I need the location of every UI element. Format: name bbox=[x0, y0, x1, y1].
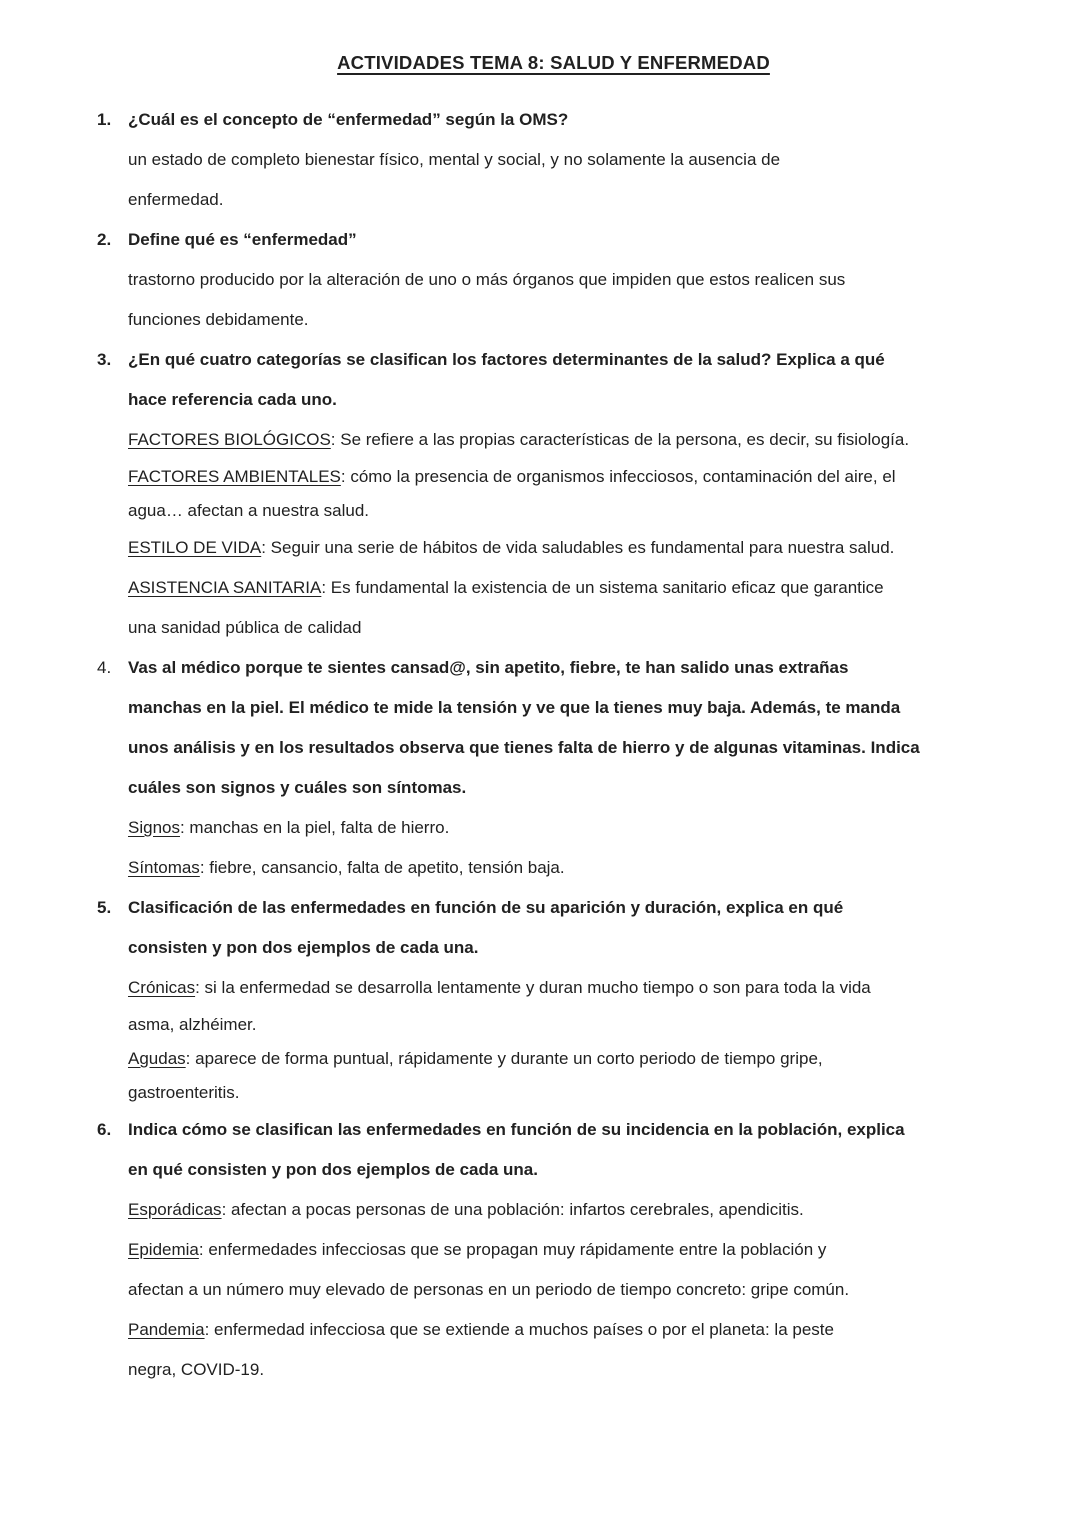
question-line: ¿Cuál es el concepto de “enfermedad” según la OMS? bbox=[128, 110, 569, 129]
question-line: hace referencia cada uno. bbox=[128, 390, 337, 409]
answer-line bbox=[128, 1042, 1010, 1076]
answer-line: trastorno producido por la alteración de uno o más órganos que impiden que estos realicen sus bbox=[128, 270, 846, 289]
question-line: manchas en la piel. El médico te mide la tensión y ve que la tienes muy baja. Además, te manda bbox=[128, 698, 901, 717]
answer-line bbox=[128, 528, 1010, 568]
answer-text: : manchas en la piel, falta de hierro. bbox=[179, 818, 450, 837]
answer-text: : afectan a pocas personas de una población: infartos cerebrales, apendicitis. bbox=[221, 1200, 804, 1219]
answer-line bbox=[128, 460, 1010, 494]
answer-term: ESTILO DE VIDA bbox=[128, 538, 262, 557]
question-line: cuáles son signos y cuáles son síntomas. bbox=[128, 778, 467, 797]
answer-line: afectan a un número muy elevado de personas en un periodo de tiempo concreto: gripe común. bbox=[128, 1280, 850, 1299]
answer-line bbox=[128, 1310, 1010, 1350]
answer-line: asma, alzhéimer. bbox=[128, 1015, 257, 1034]
question-item-5 bbox=[97, 888, 1010, 1110]
answer-term: FACTORES AMBIENTALES bbox=[128, 467, 341, 486]
answer-text: : Se refiere a las propias características de la persona, es decir, su fisiología. bbox=[330, 430, 910, 449]
question-number: 5. bbox=[97, 898, 112, 917]
answer-term: Síntomas bbox=[128, 858, 200, 877]
answer-line bbox=[128, 848, 1010, 888]
answer-line: funciones debidamente. bbox=[128, 310, 309, 329]
answer-text: : cómo la presencia de organismos infecciosos, contaminación del aire, el bbox=[340, 467, 896, 486]
question-line: Indica cómo se clasifican las enfermedades en función de su incidencia en la población, explica bbox=[128, 1120, 905, 1139]
answer-line bbox=[128, 968, 1010, 1008]
question-item-4 bbox=[97, 648, 1010, 888]
answer-text: : Seguir una serie de hábitos de vida saludables es fundamental para nuestra salud. bbox=[261, 538, 895, 557]
answer-line: un estado de completo bienestar físico, mental y social, y no solamente la ausencia de bbox=[128, 150, 781, 169]
question-item-3 bbox=[97, 340, 1010, 648]
question-line: consisten y pon dos ejemplos de cada una. bbox=[128, 938, 479, 957]
question-line: unos análisis y en los resultados observa que tienes falta de hierro y de algunas vitaminas. Indica bbox=[128, 738, 920, 757]
question-item-6 bbox=[97, 1110, 1010, 1390]
answer-term: Pandemia bbox=[128, 1320, 205, 1339]
answer-line: negra, COVID-19. bbox=[128, 1360, 265, 1379]
question-line: Define qué es “enfermedad” bbox=[128, 230, 357, 249]
answer-text: : si la enfermedad se desarrolla lentamente y duran mucho tiempo o son para toda la vida bbox=[195, 978, 871, 997]
question-item-2 bbox=[97, 220, 1010, 340]
answer-text: : enfermedades infecciosas que se propagan muy rápidamente entre la población y bbox=[198, 1240, 827, 1259]
document-title: ACTIVIDADES TEMA 8: SALUD Y ENFERMEDAD bbox=[337, 52, 770, 73]
question-line: en qué consisten y pon dos ejemplos de cada una. bbox=[128, 1160, 538, 1179]
answer-term: Crónicas bbox=[128, 978, 196, 997]
question-number: 1. bbox=[97, 110, 112, 129]
question-line: Clasificación de las enfermedades en función de su aparición y duración, explica en qué bbox=[128, 898, 844, 917]
answer-term: Esporádicas bbox=[128, 1200, 222, 1219]
question-item-1 bbox=[97, 100, 1010, 220]
answer-line bbox=[128, 420, 1010, 460]
answer-line: agua… afectan a nuestra salud. bbox=[128, 501, 369, 520]
answer-line bbox=[128, 568, 1010, 608]
question-number: 6. bbox=[97, 1120, 112, 1139]
answer-text: : fiebre, cansancio, falta de apetito, tensión baja. bbox=[199, 858, 565, 877]
answer-term: Signos bbox=[128, 818, 180, 837]
question-number: 4. bbox=[97, 658, 112, 677]
answer-term: FACTORES BIOLÓGICOS bbox=[128, 430, 331, 449]
answer-text: : Es fundamental la existencia de un sistema sanitario eficaz que garantice bbox=[321, 578, 884, 597]
question-line: ¿En qué cuatro categorías se clasifican los factores determinantes de la salud? Explica a qué bbox=[128, 350, 885, 369]
answer-line bbox=[128, 1230, 1010, 1270]
answer-text: : aparece de forma puntual, rápidamente y durante un corto periodo de tiempo gripe, bbox=[185, 1049, 823, 1068]
answer-text: : enfermedad infecciosa que se extiende a muchos países o por el planeta: la peste bbox=[204, 1320, 834, 1339]
answer-line: una sanidad pública de calidad bbox=[128, 618, 362, 637]
answer-term: Agudas bbox=[128, 1049, 186, 1068]
answer-line: gastroenteritis. bbox=[128, 1083, 240, 1102]
question-number: 2. bbox=[97, 230, 112, 249]
question-line: Vas al médico porque te sientes cansad@, sin apetito, fiebre, te han salido unas extrañas bbox=[128, 658, 849, 677]
answer-line bbox=[128, 1190, 1010, 1230]
answer-line: enfermedad. bbox=[128, 190, 224, 209]
answer-term: Epidemia bbox=[128, 1240, 199, 1259]
answer-line bbox=[128, 808, 1010, 848]
question-number: 3. bbox=[97, 350, 112, 369]
answer-term: ASISTENCIA SANITARIA bbox=[128, 578, 322, 597]
